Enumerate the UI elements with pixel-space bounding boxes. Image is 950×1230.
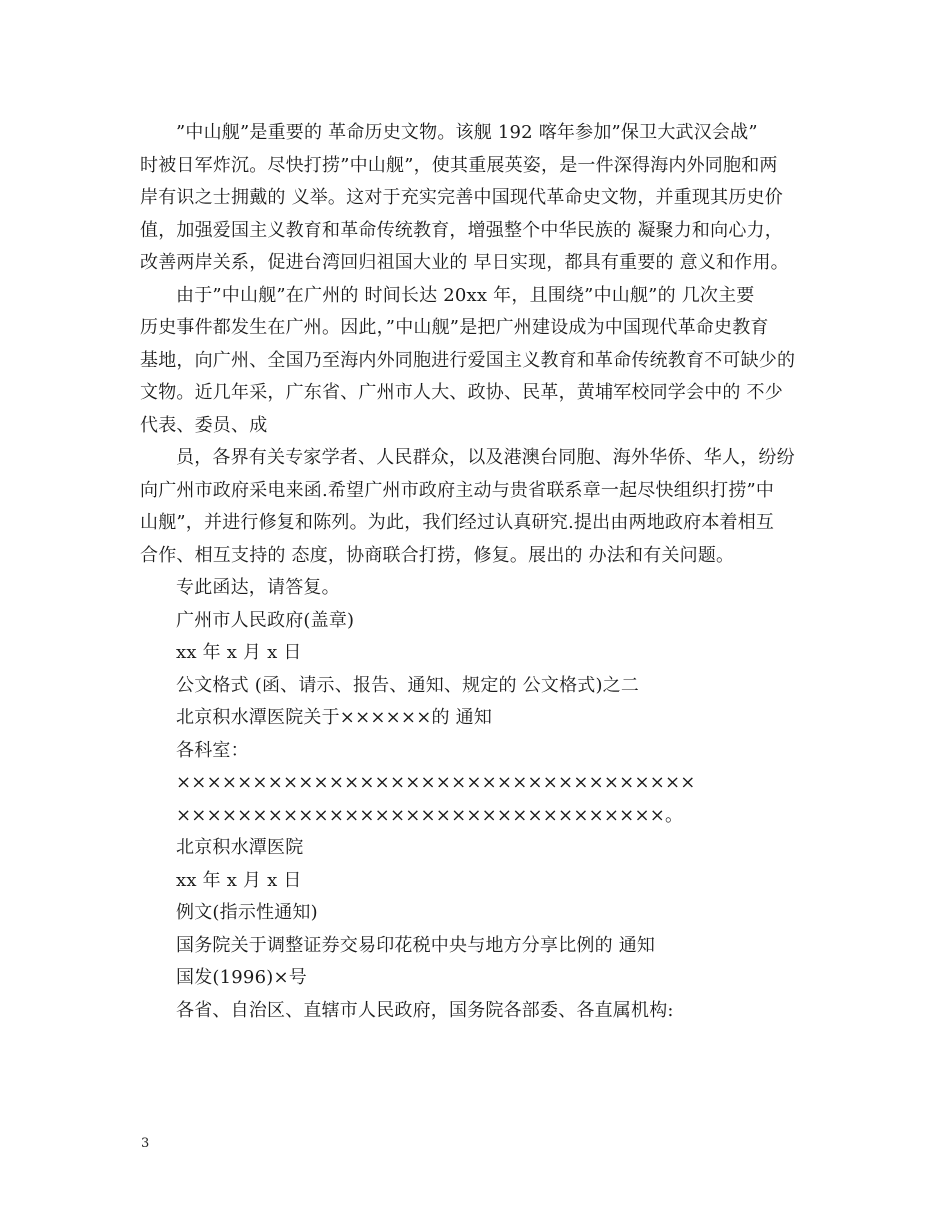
- page-number: 3: [141, 1136, 150, 1151]
- signature-issuer: 广州市人民政府(盖章): [176, 609, 355, 631]
- paragraph-salvage-proposal: [140, 442, 812, 572]
- closing-request: 专此函达，请答复。: [176, 577, 340, 598]
- section-heading-format: 公文格式 (函、请示、报告、通知、规定的 公文格式)之二: [176, 674, 640, 696]
- example-heading: 例文(指示性通知): [176, 902, 318, 923]
- notice-placeholder-body: ××××××××××××××××××××××××××××××××。: [176, 804, 684, 826]
- text-line: 历史事件都发生在广州。因此，”中山舰”是把广州建设成为中国现代革命史教育: [140, 317, 769, 338]
- notice-date: xx 年 x 月 x 日: [176, 869, 302, 891]
- notice-recipient: 各科室：: [176, 739, 249, 761]
- notice-placeholder-body: ××××××××××××××××××××××××××××××××××: [176, 772, 696, 793]
- text-line: 向广州市政府采电来函.希望广州市政府主动与贵省联系章一起尽快组织打捞”中: [140, 479, 775, 501]
- paragraph-zhongshan-significance: [140, 117, 812, 280]
- document-body: [140, 117, 812, 1027]
- text-line: 由于”中山舰”在广州的 时间长达 20xx 年，且围绕”中山舰”的 几次主要: [176, 284, 755, 306]
- signature-date: xx 年 x 月 x 日: [176, 642, 302, 663]
- text-line: 合作、相互支持的 态度，协商联合打捞，修复。展出的 办法和有关问题。: [140, 544, 735, 566]
- paragraph-guangzhou-history: [140, 280, 812, 443]
- example-recipients: 各省、自治区、直辖市人民政府，国务院各部委、各直属机构:: [176, 999, 674, 1021]
- notice-title: 北京积水潭医院关于××××××的 通知: [176, 707, 493, 728]
- text-line: 值，加强爱国主义教育和革命传统教育，增强整个中华民族的 凝聚力和向心力，: [140, 219, 783, 241]
- text-line: 代表、委员、成: [140, 414, 268, 436]
- notice-issuer: 北京积水潭医院: [176, 837, 304, 858]
- text-line: 员，各界有关专家学者、人民群众，以及港澳台同胞、海外华侨、华人，纷纷: [176, 447, 795, 468]
- text-line: 岸有识之士拥戴的 义举。这对于充实完善中国现代革命史文物，并重现其历史价: [140, 187, 783, 208]
- text-line: 基地，向广州、全国乃至海内外同胞进行爱国主义教育和革命传统教育不可缺少的: [140, 349, 796, 371]
- text-line: 山舰”，并进行修复和陈列。为此，我们经过认真研究.提出由两地政府本着相互: [140, 512, 775, 533]
- text-line: ”中山舰”是重要的 革命历史文物。该舰 192 喀年参加”保卫大武汉会战”: [176, 122, 758, 143]
- text-line: 文物。近几年采，广东省、广州市人大、政协、民革，黄埔军校同学会中的 不少: [140, 382, 783, 403]
- text-line: 时被日军炸沉。尽快打捞”中山舰”，使其重展英姿，是一件深得海内外同胞和两: [140, 154, 778, 176]
- example-notice-title: 国务院关于调整证券交易印花税中央与地方分享比例的 通知: [176, 934, 656, 956]
- text-line: 改善两岸关系，促进台湾回归祖国大业的 早日实现，都具有重要的 意义和作用。: [140, 252, 789, 273]
- example-document-number: 国发(1996)×号: [176, 967, 307, 988]
